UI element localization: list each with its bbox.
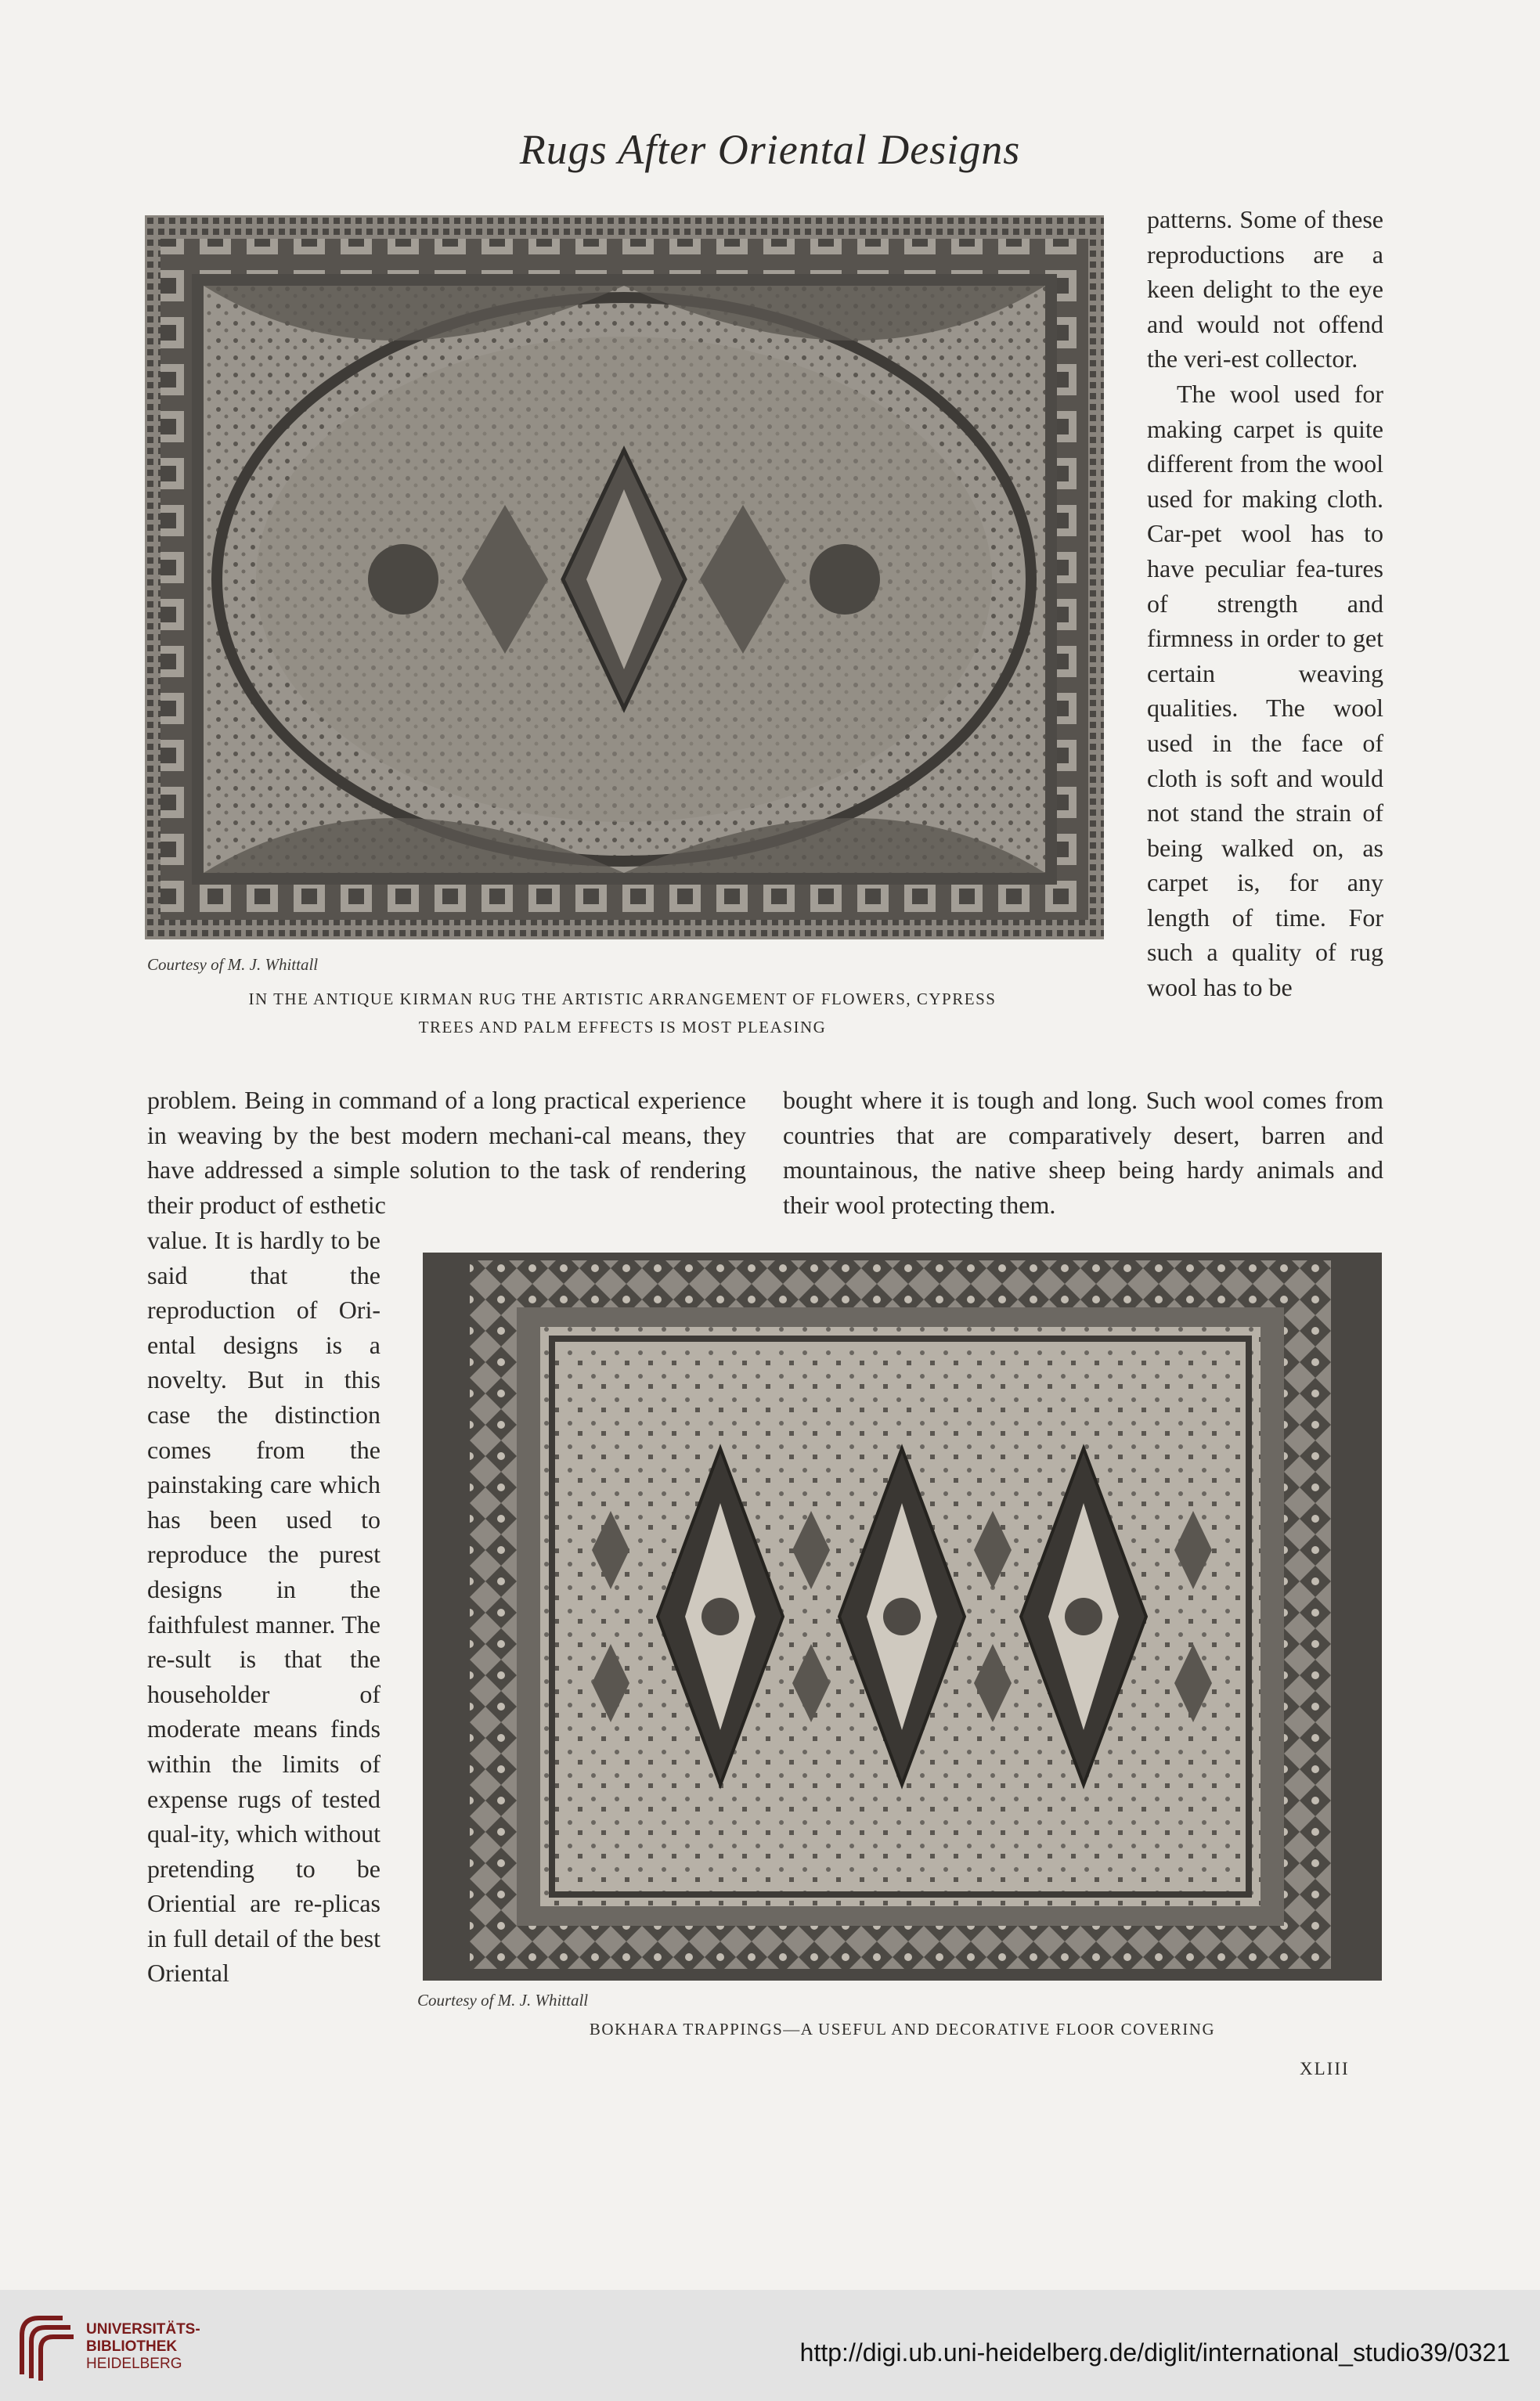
library-line-1: UNIVERSITÄTS- [86, 2321, 200, 2338]
kirman-rug-drawing [145, 215, 1104, 939]
library-name [86, 2321, 200, 2373]
bokhara-rug-drawing [423, 1253, 1382, 1981]
paragraph: problem. Being in command of a long practical experience in weaving by the best modern mechani-cal means, they have addressed a simple solution to the task of rendering their product of esthetic [147, 1086, 746, 1219]
plate-1-caption [133, 985, 1112, 1041]
paragraph: The wool used for making carpet is quite different from the wool used for making cloth. Car-pet wool has to have peculiar fea-tures of strength and firmness in order to get certain weaving qualities. The wool used in the face of cloth is soft and would not stand the strain of being walked on, as carpet is, for any length of time. For such a quality of rug wool has to be [1147, 379, 1383, 1002]
plate-1-caption-line1: IN THE ANTIQUE KIRMAN RUG THE ARTISTIC ARRANGEMENT OF FLOWERS, CYPRESS [248, 990, 997, 1008]
library-line-2: BIBLIOTHEK [86, 2338, 178, 2355]
plate-2-credit: Courtesy of M. J. Whittall [417, 1991, 589, 2010]
kirman-rug-image [145, 215, 1104, 939]
digitization-footer [0, 2290, 1540, 2401]
plate-1-caption-line2: TREES AND PALM EFFECTS IS MOST PLEASING [418, 1018, 827, 1036]
plate-1-credit: Courtesy of M. J. Whittall [147, 955, 319, 974]
column-left-mid [147, 1083, 746, 1222]
source-url-link[interactable]: http://digi.ub.uni-heidelberg.de/diglit/international_studio39/0321 [799, 2338, 1510, 2367]
column-left-bottom [147, 1223, 380, 1991]
column-right-top [1147, 202, 1383, 1005]
paragraph: value. It is hardly to be said that the reproduction of Ori-ental designs is a novelty. But in this case the distinction comes from the painstaking care which has been used to reproduce the purest designs in the faithfulest manner. The re-sult is that the householder of moderate means finds within the limits of expense rugs of tested qual-ity, which without pretending to be Oriential are re-plicas in full detail of the best Oriental [147, 1226, 380, 1988]
bokhara-rug-image [423, 1253, 1382, 1981]
running-head: Rugs After Oriental Designs [519, 126, 1021, 173]
folio: XLIII [1300, 2059, 1350, 2078]
paragraph: patterns. Some of these reproductions are a keen delight to the eye and would not offend the veri-est collector. [1147, 205, 1383, 373]
paragraph: bought where it is tough and long. Such wool comes from countries that are comparatively desert, barren and mountainous, the native sheep being hardy animals and their wool protecting them. [783, 1086, 1383, 1219]
library-logo-icon [16, 2312, 77, 2382]
plate-2-caption: BOKHARA TRAPPINGS—A USEFUL AND DECORATIVE FLOOR COVERING [589, 2020, 1216, 2039]
library-line-3: HEIDELBERG [86, 2356, 182, 2372]
column-right-mid [783, 1083, 1383, 1222]
